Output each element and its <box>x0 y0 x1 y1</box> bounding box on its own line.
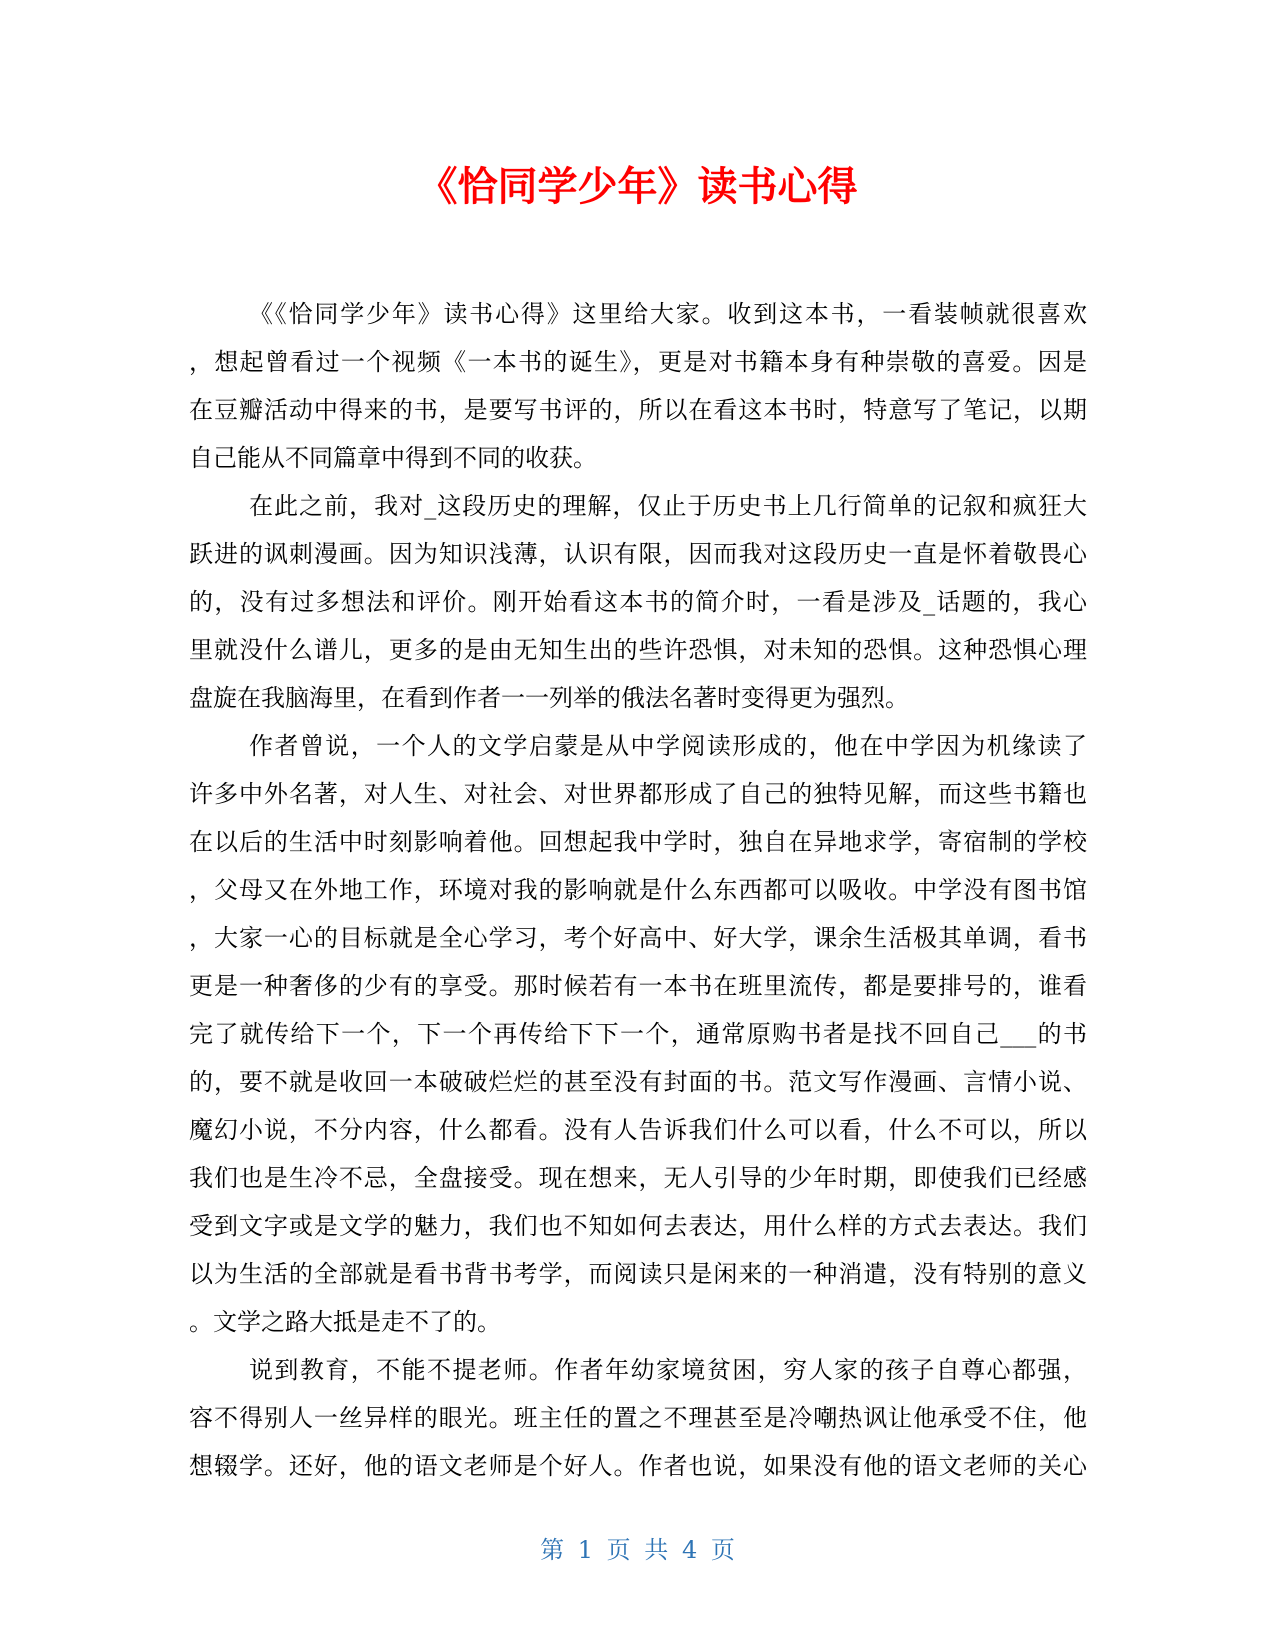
paragraph-line: 许多中外名著，对人生、对社会、对世界都形成了自己的独特见解，而这些书籍也 <box>189 780 1087 808</box>
paragraph-line: 说到教育，不能不提老师。作者年幼家境贫困，穷人家的孩子自尊心都强， <box>249 1356 1087 1384</box>
paragraph-line: 在以后的生活中时刻影响着他。回想起我中学时，独自在异地求学，寄宿制的学校 <box>189 828 1087 856</box>
paragraph-line: 受到文字或是文学的魅力，我们也不知如何去表达，用什么样的方式去表达。我们 <box>189 1212 1087 1240</box>
paragraph-line: ，大家一心的目标就是全心学习，考个好高中、好大学，课余生活极其单调，看书 <box>189 924 1087 952</box>
paragraph-line: 。文学之路大抵是走不了的。 <box>189 1308 501 1336</box>
paragraph-line: 在豆瓣活动中得来的书，是要写书评的，所以在看这本书时，特意写了笔记，以期 <box>189 396 1087 424</box>
document-title: 《恰同学少年》读书心得 <box>417 164 858 210</box>
paragraph-line: 我们也是生冷不忌，全盘接受。现在想来，无人引导的少年时期，即使我们已经感 <box>189 1164 1087 1192</box>
paragraph-line: 盘旋在我脑海里，在看到作者一一列举的俄法名著时变得更为强烈。 <box>189 684 909 712</box>
paragraph-line: 容不得别人一丝异样的眼光。班主任的置之不理甚至是冷嘲热讽让他承受不住，他 <box>189 1404 1087 1432</box>
paragraph-line: 的，没有过多想法和评价。刚开始看这本书的简介时，一看是涉及_话题的，我心 <box>189 588 1087 616</box>
document-body <box>189 290 1087 1490</box>
paragraph-line: ，想起曾看过一个视频《一本书的诞生》，更是对书籍本身有种崇敬的喜爱。因是 <box>189 348 1087 376</box>
paragraph-line: 作者曾说，一个人的文学启蒙是从中学阅读形成的，他在中学因为机缘读了 <box>249 732 1087 760</box>
paragraph-line: 想辍学。还好，他的语文老师是个好人。作者也说，如果没有他的语文老师的关心 <box>189 1452 1087 1480</box>
page-number: 第 1 页 共 4 页 <box>540 1536 735 1564</box>
paragraph-line: 跃进的讽刺漫画。因为知识浅薄，认识有限，因而我对这段历史一直是怀着敬畏心 <box>189 540 1087 568</box>
paragraph-line: ，父母又在外地工作，环境对我的影响就是什么东西都可以吸收。中学没有图书馆 <box>189 876 1087 904</box>
paragraph-line: 的，要不就是收回一本破破烂烂的甚至没有封面的书。范文写作漫画、言情小说、 <box>189 1068 1087 1096</box>
paragraph-line: 自己能从不同篇章中得到不同的收获。 <box>189 444 597 472</box>
paragraph-line: 里就没什么谱儿，更多的是由无知生出的些许恐惧，对未知的恐惧。这种恐惧心理 <box>189 636 1087 664</box>
paragraph-line: 《《恰同学少年》读书心得》这里给大家。收到这本书，一看装帧就很喜欢 <box>249 300 1087 328</box>
paragraph-line: 更是一种奢侈的少有的享受。那时候若有一本书在班里流传，都是要排号的，谁看 <box>189 972 1087 1000</box>
paragraph-line: 以为生活的全部就是看书背书考学，而阅读只是闲来的一种消遣，没有特别的意义 <box>189 1260 1087 1288</box>
paragraph-line: 魔幻小说，不分内容，什么都看。没有人告诉我们什么可以看，什么不可以，所以 <box>189 1116 1087 1144</box>
paragraph-line: 完了就传给下一个，下一个再传给下下一个，通常原购书者是找不回自己___的书 <box>189 1020 1087 1048</box>
paragraph-line: 在此之前，我对_这段历史的理解，仅止于历史书上几行简单的记叙和疯狂大 <box>249 492 1087 520</box>
